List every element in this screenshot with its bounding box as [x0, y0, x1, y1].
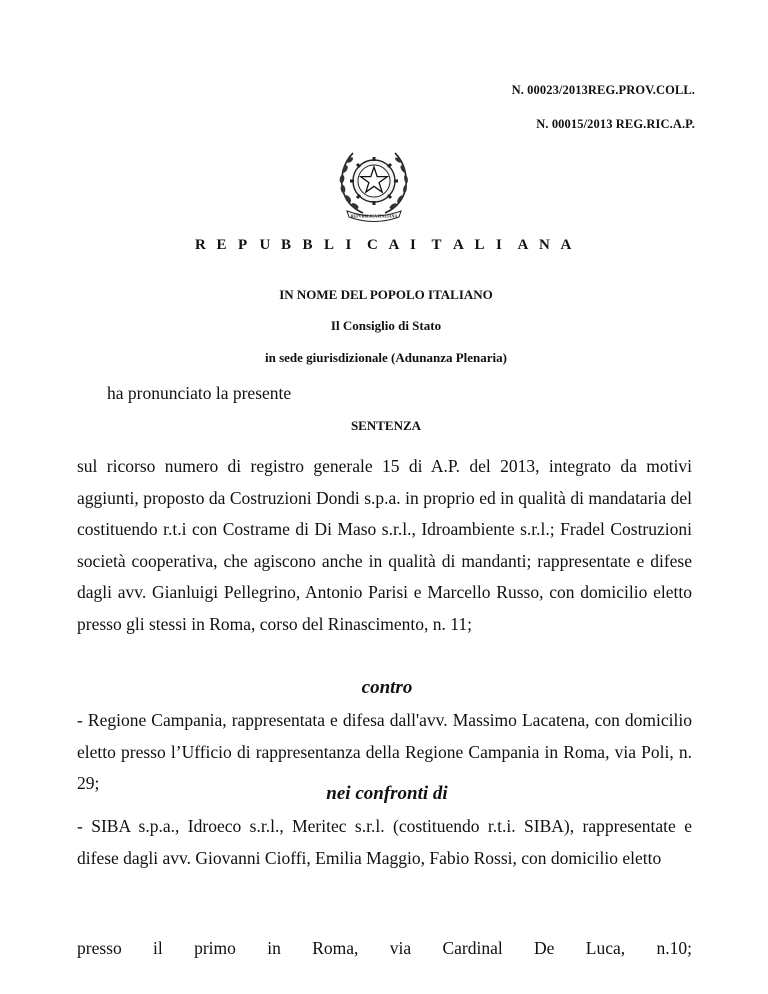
- title-letter: I: [345, 237, 352, 253]
- last-line-word: in: [267, 938, 281, 958]
- repubblica-italiana-title: [195, 237, 570, 254]
- sentenza-heading: SENTENZA: [350, 418, 422, 433]
- contro-paragraph: - Regione Campania, rappresentata e difesa dall'avv. Massimo Lacatena, con domicilio eletto presso l’Ufficio di rappresentanza della Regione Campania in Roma, via Poli, n. 29;: [77, 710, 692, 793]
- title-letter: C: [367, 237, 378, 253]
- republic-word-italiana: [410, 237, 582, 254]
- ricorso-paragraph: sul ricorso numero di registro generale 15 di A.P. del 2013, integrato da motivi aggiunti, proposto da Costruzioni Dondi s.p.a. in proprio ed in qualità di mandataria del costituendo r.t.i con Costrame di Di Maso s.r.l., Idroambiente s.r.l.; Fradel Costruzioni società cooperativa, che agiscono anche in qualità di mandanti; rappresentate e difese dagli avv. Gianluigi Pellegrino, Antonio Parisi e Marcello Russo, con domicilio eletto presso gli stessi in Roma, corso del Rinascimento, n. 11;: [77, 456, 692, 634]
- last-line-word: primo: [194, 938, 236, 958]
- title-letter: R: [195, 237, 206, 253]
- nei-confronti-heading: nei confronti di: [326, 783, 448, 804]
- title-letter: B: [302, 237, 313, 253]
- intro-text: ha pronunciato la presente: [107, 383, 292, 403]
- sede-giurisdizionale: in sede giurisdizionale (Adunanza Plenaria): [265, 350, 507, 365]
- italian-republic-emblem-icon: [333, 143, 415, 223]
- last-line-word: Luca,: [585, 938, 626, 958]
- title-letter: I: [496, 237, 502, 253]
- last-line-word: presso: [77, 938, 122, 958]
- last-line-word: il: [153, 938, 163, 958]
- title-letter: P: [238, 237, 248, 253]
- contro-heading: contro: [361, 677, 413, 698]
- reg-ric-ap-number: N. 00015/2013 REG.RIC.A.P.: [536, 117, 695, 131]
- title-letter: N: [539, 237, 550, 253]
- last-line-word: n.10;: [656, 938, 692, 958]
- title-letter: T: [431, 237, 442, 253]
- last-line-word: Cardinal: [442, 938, 503, 958]
- emblem-banner-text: REPVBBLICA ITALIANA: [350, 213, 398, 219]
- title-letter: A: [560, 237, 572, 253]
- title-letter: I: [410, 237, 416, 253]
- last-line-word: via: [389, 938, 412, 958]
- title-letter: E: [216, 237, 227, 253]
- nei-confronti-paragraph: - SIBA s.p.a., Idroeco s.r.l., Meritec s.r.l. (costituendo r.t.i. SIBA), rappresentate e difese dagli avv. Giovanni Cioffi, Emilia Maggio, Fabio Rossi, con domicilio eletto: [77, 816, 692, 868]
- title-letter: B: [281, 237, 292, 253]
- title-letter: L: [324, 237, 335, 253]
- consiglio-di-stato: Il Consiglio di Stato: [330, 318, 442, 333]
- title-letter: L: [474, 237, 485, 253]
- reg-prov-coll-number: N. 00023/2013REG.PROV.COLL.: [511, 83, 695, 97]
- last-line-word: De: [534, 938, 555, 958]
- title-letter: U: [259, 237, 271, 253]
- last-line-word: Roma,: [312, 938, 359, 958]
- republic-word-repubblica: [195, 237, 410, 254]
- title-letter: A: [388, 237, 400, 253]
- title-letter: A: [453, 237, 464, 253]
- title-letter: A: [517, 237, 529, 253]
- in-nome-del-popolo: IN NOME DEL POPOLO ITALIANO: [279, 287, 493, 302]
- nei-confronti-last-line: [77, 938, 692, 959]
